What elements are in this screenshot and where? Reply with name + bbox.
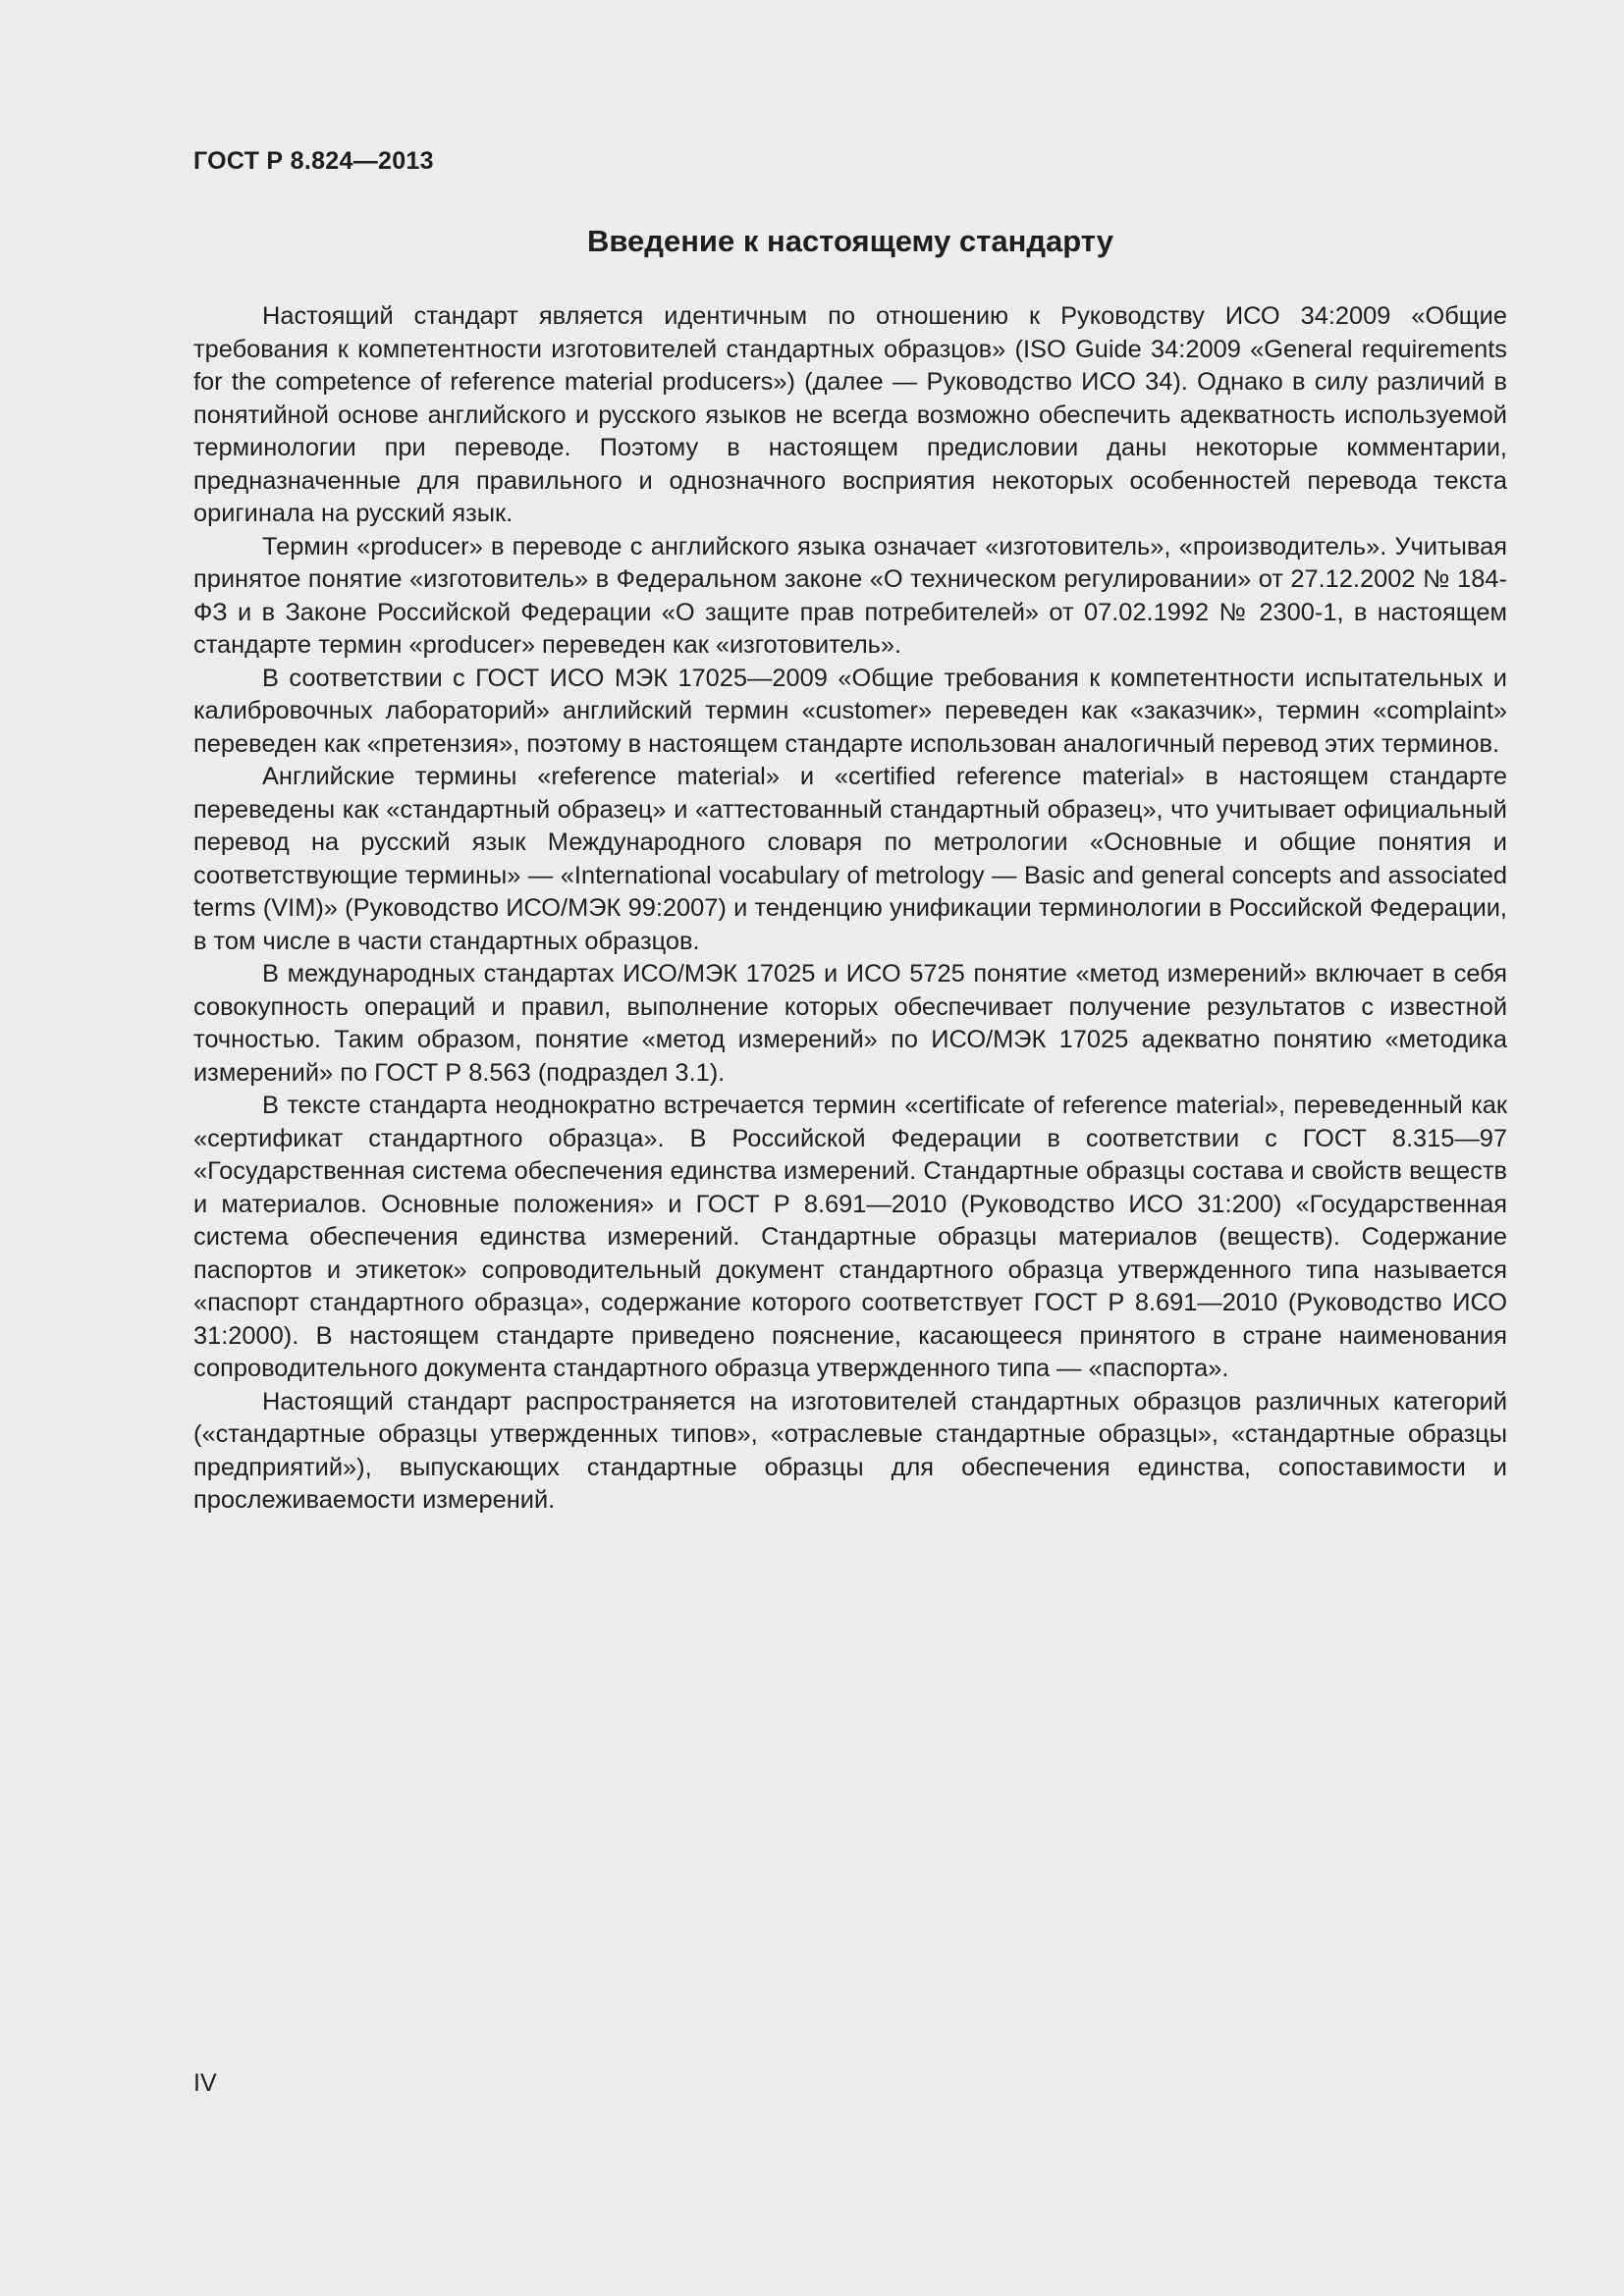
paragraph-scope: Настоящий стандарт распространяется на изготовителей стандартных образцов различных категорий («стандартные образцы утвержденных типов», «отраслевые стандартные образцы», «стандартные образцы предприятий»), выпускающих стандартные образцы для обеспечения единства, сопоставимости и прослеживаемости измерений. [193,1387,1507,1514]
page-title: Введение к настоящему стандарту [587,224,1113,258]
paragraph-intro: Настоящий стандарт является идентичным по отношению к Руководству ИСО 34:2009 «Общие требования к компетентности изготовителей стандартных образцов» (ISO Guide 34:2009 «General requirements for the competence of reference material producers») (далее — Руководство ИСО 34). Однако в силу различий в понятийной основе английского и русского языков не всегда возможно обеспечить адекватность используемой терминологии при переводе. Поэтому в настоящем предисловии даны некоторые комментарии, предназначенные для правильного и однозначного восприятия некоторых особенностей перевода текста оригинала на русский язык. [193,302,1507,527]
paragraph-producer-term: Термин «producer» в переводе с английского языка означает «изготовитель», «производитель». Учитывая принятое понятие «изготовитель» в Федеральном законе «О техническом регулировании» от 27.12.2002 № 184-ФЗ и в Законе Российской Федерации «О защите прав потребителей» от 07.02.1992 № 2300-1, в настоящем стандарте термин «producer» переведен как «изготовитель». [193,532,1507,659]
paragraph-customer-complaint-terms: В соответствии с ГОСТ ИСО МЭК 17025—2009 «Общие требования к компетентности испытательных и калибровочных лабораторий» английский термин «customer» переведен как «заказчик», термин «complaint» переведен как «претензия», поэтому в настоящем стандарте использован аналогичный перевод этих терминов. [193,664,1507,758]
standard-code-header: ГОСТ Р 8.824—2013 [193,147,434,175]
paragraph-measurement-method: В международных стандартах ИСО/МЭК 17025 и ИСО 5725 понятие «метод измерений» включает в себя совокупность операций и правил, выполнение которых обеспечивает получение результатов с известной точностью. Таким образом, понятие «метод измерений» по ИСО/МЭК 17025 адекватно понятию «методика измерений» по ГОСТ Р 8.563 (подраздел 3.1). [193,960,1507,1087]
document-body [193,300,1507,1518]
paragraph-certificate-term: В тексте стандарта неоднократно встречается термин «certificate of reference material», переведенный как «сертификат стандартного образца». В Российской Федерации в соответствии с ГОСТ 8.315—97 «Государственная система обеспечения единства измерений. Стандартные образцы состава и свойств веществ и материалов. Основные положения» и ГОСТ Р 8.691—2010 (Руководство ИСО 31:200) «Государственная система обеспечения единства измерений. Стандартные образцы материалов (веществ). Содержание паспортов и этикеток» сопроводительный документ стандартного образца утвержденного типа называется «паспорт стандартного образца», содержание которого соответствует ГОСТ Р 8.691—2010 (Руководство ИСО 31:2000). В настоящем стандарте приведено пояснение, касающееся принятого в стране наименования сопроводительного документа стандартного образца утвержденного типа — «паспорта». [193,1092,1507,1382]
paragraph-reference-material-terms: Английские термины «reference material» и «certified reference material» в настоящем стандарте переведены как «стандартный образец» и «аттестованный стандартный образец», что учитывает официальный перевод на русский язык Международного словаря по метрологии «Основные и общие понятия и соответствующие термины» — «International vocabulary of metrology — Basic and general concepts and associated terms (VIM)» (Руководство ИСО/МЭК 99:2007) и тенденцию унификации терминологии в Российской Федерации, в том числе в части стандартных образцов. [193,763,1507,955]
page-number: IV [193,2069,217,2097]
